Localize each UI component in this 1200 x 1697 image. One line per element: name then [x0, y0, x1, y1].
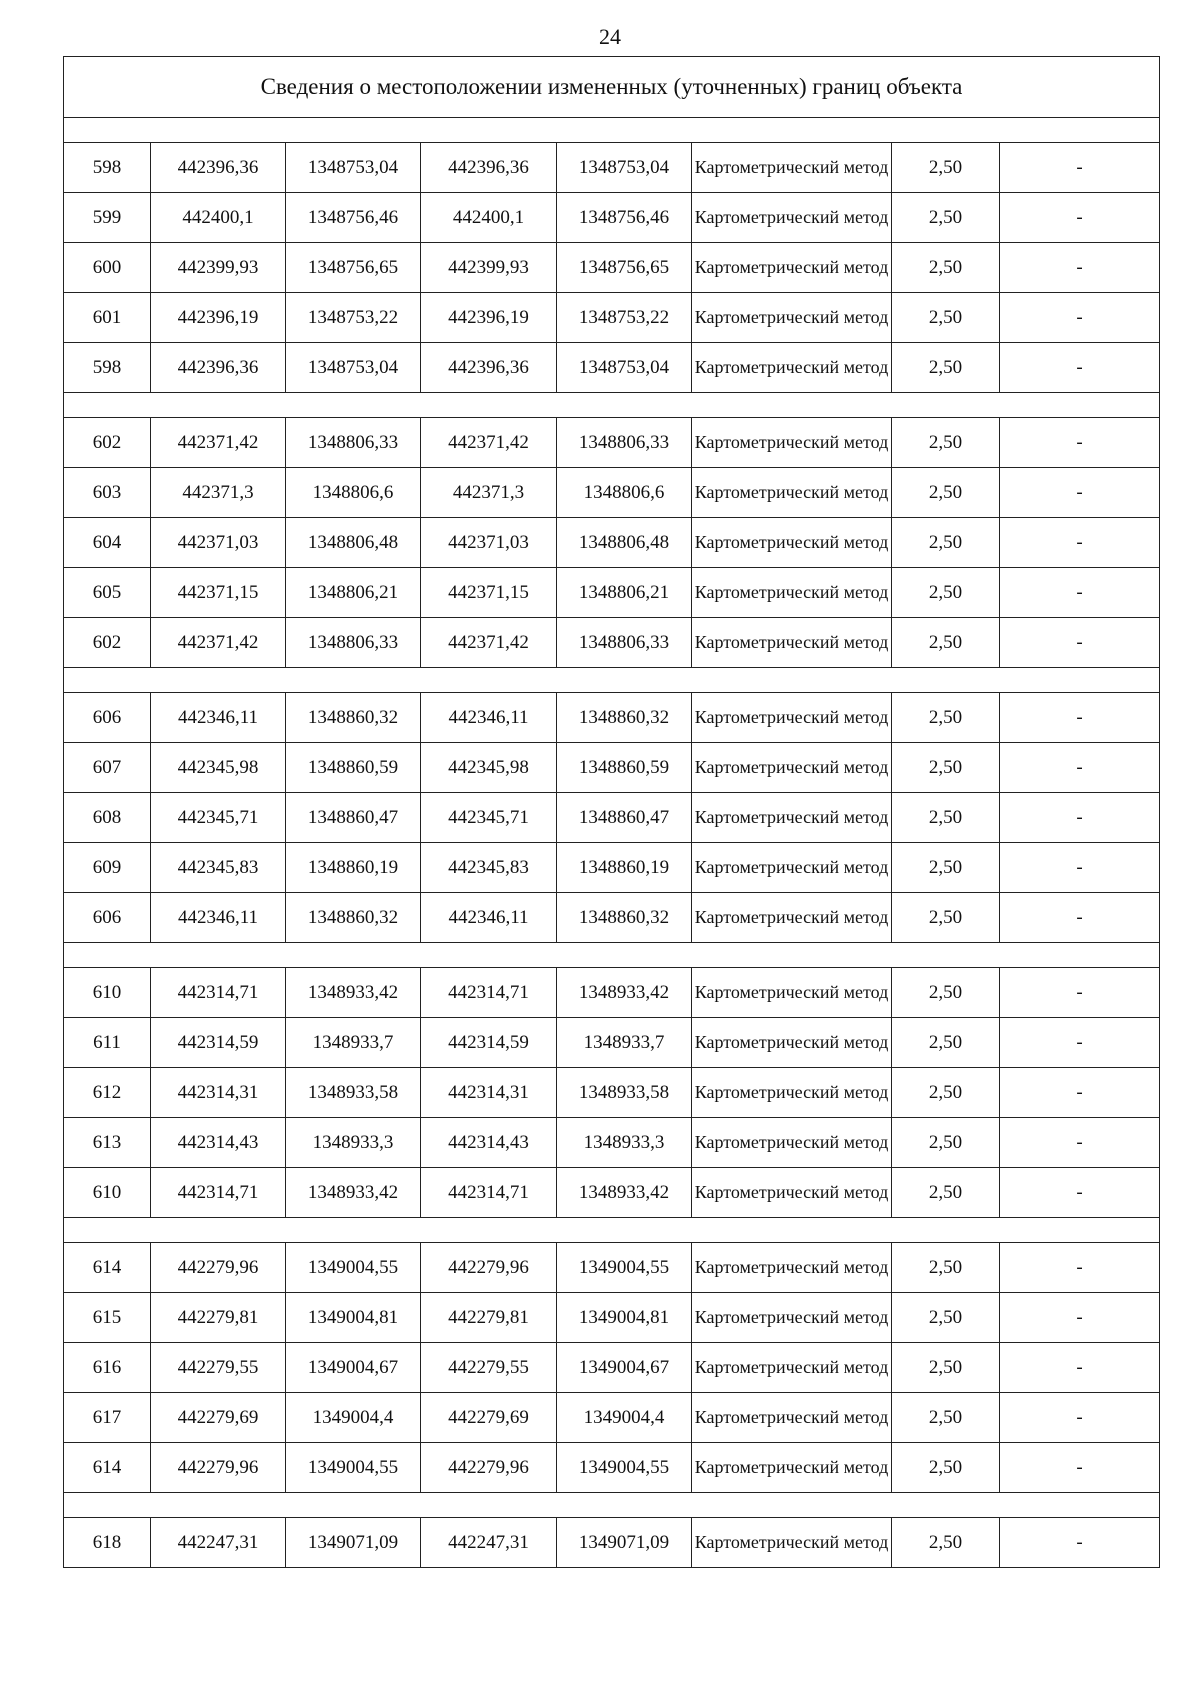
y-old-cell: 1349071,09	[286, 1518, 421, 1568]
y-new-cell: 1348933,42	[557, 1168, 692, 1218]
y-new-cell: 1349071,09	[557, 1518, 692, 1568]
method-cell: Картометрический метод	[692, 1118, 892, 1168]
y-old-cell: 1349004,67	[286, 1343, 421, 1393]
x-old-cell: 442279,81	[151, 1293, 286, 1343]
y-old-cell: 1348860,59	[286, 743, 421, 793]
accuracy-cell: 2,50	[892, 968, 1000, 1018]
x-new-cell: 442371,3	[421, 468, 557, 518]
point-number-cell: 616	[64, 1343, 151, 1393]
method-cell: Картометрический метод	[692, 893, 892, 943]
method-cell: Картометрический метод	[692, 568, 892, 618]
table-title: Сведения о местоположении измененных (уточненных) границ объекта	[64, 57, 1160, 118]
x-old-cell: 442400,1	[151, 193, 286, 243]
x-new-cell: 442279,96	[421, 1443, 557, 1493]
description-cell: -	[1000, 293, 1160, 343]
method-cell: Картометрический метод	[692, 1293, 892, 1343]
point-number-cell: 615	[64, 1293, 151, 1343]
accuracy-cell: 2,50	[892, 143, 1000, 193]
y-old-cell: 1349004,55	[286, 1243, 421, 1293]
x-old-cell: 442314,71	[151, 1168, 286, 1218]
description-cell: -	[1000, 568, 1160, 618]
x-old-cell: 442345,83	[151, 843, 286, 893]
method-cell: Картометрический метод	[692, 693, 892, 743]
y-new-cell: 1348860,32	[557, 893, 692, 943]
y-old-cell: 1348756,65	[286, 243, 421, 293]
x-old-cell: 442279,55	[151, 1343, 286, 1393]
y-new-cell: 1349004,4	[557, 1393, 692, 1443]
point-number-cell: 601	[64, 293, 151, 343]
point-number-cell: 602	[64, 618, 151, 668]
description-cell: -	[1000, 693, 1160, 743]
table-row	[64, 1068, 1160, 1118]
boundary-coordinates-table	[63, 56, 1160, 1568]
point-number-cell: 609	[64, 843, 151, 893]
y-new-cell: 1348756,46	[557, 193, 692, 243]
accuracy-cell: 2,50	[892, 1443, 1000, 1493]
y-new-cell: 1348806,33	[557, 618, 692, 668]
x-old-cell: 442371,03	[151, 518, 286, 568]
method-cell: Картометрический метод	[692, 418, 892, 468]
y-old-cell: 1348860,32	[286, 893, 421, 943]
accuracy-cell: 2,50	[892, 1343, 1000, 1393]
y-old-cell: 1348933,58	[286, 1068, 421, 1118]
y-old-cell: 1348806,33	[286, 418, 421, 468]
group-separator-cell	[64, 1218, 1160, 1243]
x-old-cell: 442345,71	[151, 793, 286, 843]
y-new-cell: 1348806,48	[557, 518, 692, 568]
description-cell: -	[1000, 1068, 1160, 1118]
x-old-cell: 442399,93	[151, 243, 286, 293]
table-row	[64, 1118, 1160, 1168]
description-cell: -	[1000, 893, 1160, 943]
description-cell: -	[1000, 1018, 1160, 1068]
x-old-cell: 442279,96	[151, 1243, 286, 1293]
description-cell: -	[1000, 1443, 1160, 1493]
accuracy-cell: 2,50	[892, 518, 1000, 568]
x-old-cell: 442314,31	[151, 1068, 286, 1118]
accuracy-cell: 2,50	[892, 693, 1000, 743]
accuracy-cell: 2,50	[892, 893, 1000, 943]
x-old-cell: 442396,36	[151, 343, 286, 393]
accuracy-cell: 2,50	[892, 618, 1000, 668]
description-cell: -	[1000, 1118, 1160, 1168]
y-old-cell: 1349004,81	[286, 1293, 421, 1343]
method-cell: Картометрический метод	[692, 143, 892, 193]
accuracy-cell: 2,50	[892, 418, 1000, 468]
y-new-cell: 1348756,65	[557, 243, 692, 293]
group-separator-row	[64, 393, 1160, 418]
y-old-cell: 1348933,42	[286, 1168, 421, 1218]
x-old-cell: 442371,42	[151, 618, 286, 668]
x-old-cell: 442314,43	[151, 1118, 286, 1168]
x-new-cell: 442346,11	[421, 893, 557, 943]
y-old-cell: 1348933,42	[286, 968, 421, 1018]
group-separator-row	[64, 1218, 1160, 1243]
y-old-cell: 1348753,04	[286, 343, 421, 393]
x-old-cell: 442345,98	[151, 743, 286, 793]
y-new-cell: 1348860,47	[557, 793, 692, 843]
y-new-cell: 1348806,33	[557, 418, 692, 468]
point-number-cell: 598	[64, 343, 151, 393]
y-new-cell: 1348933,7	[557, 1018, 692, 1068]
group-separator-cell	[64, 118, 1160, 143]
table-row	[64, 468, 1160, 518]
y-old-cell: 1348753,22	[286, 293, 421, 343]
x-old-cell: 442396,19	[151, 293, 286, 343]
x-new-cell: 442279,69	[421, 1393, 557, 1443]
y-new-cell: 1348933,42	[557, 968, 692, 1018]
group-separator-cell	[64, 668, 1160, 693]
y-old-cell: 1348806,6	[286, 468, 421, 518]
method-cell: Картометрический метод	[692, 243, 892, 293]
y-new-cell: 1349004,67	[557, 1343, 692, 1393]
y-new-cell: 1348753,04	[557, 143, 692, 193]
table-row	[64, 418, 1160, 468]
description-cell: -	[1000, 968, 1160, 1018]
accuracy-cell: 2,50	[892, 243, 1000, 293]
method-cell: Картометрический метод	[692, 743, 892, 793]
accuracy-cell: 2,50	[892, 1243, 1000, 1293]
x-new-cell: 442314,31	[421, 1068, 557, 1118]
accuracy-cell: 2,50	[892, 468, 1000, 518]
table-row	[64, 618, 1160, 668]
y-old-cell: 1348756,46	[286, 193, 421, 243]
point-number-cell: 611	[64, 1018, 151, 1068]
description-cell: -	[1000, 843, 1160, 893]
description-cell: -	[1000, 1393, 1160, 1443]
accuracy-cell: 2,50	[892, 1293, 1000, 1343]
x-new-cell: 442345,71	[421, 793, 557, 843]
table-row	[64, 343, 1160, 393]
x-new-cell: 442314,71	[421, 1168, 557, 1218]
group-separator-row	[64, 668, 1160, 693]
table-row	[64, 243, 1160, 293]
y-old-cell: 1348933,7	[286, 1018, 421, 1068]
table-row	[64, 743, 1160, 793]
table-row	[64, 568, 1160, 618]
point-number-cell: 603	[64, 468, 151, 518]
y-new-cell: 1348753,04	[557, 343, 692, 393]
y-old-cell: 1348806,33	[286, 618, 421, 668]
table-row	[64, 193, 1160, 243]
table-row	[64, 293, 1160, 343]
table-row	[64, 1518, 1160, 1568]
description-cell: -	[1000, 468, 1160, 518]
y-old-cell: 1349004,4	[286, 1393, 421, 1443]
description-cell: -	[1000, 743, 1160, 793]
x-new-cell: 442371,15	[421, 568, 557, 618]
method-cell: Картометрический метод	[692, 518, 892, 568]
x-old-cell: 442247,31	[151, 1518, 286, 1568]
method-cell: Картометрический метод	[692, 1168, 892, 1218]
accuracy-cell: 2,50	[892, 343, 1000, 393]
accuracy-cell: 2,50	[892, 1018, 1000, 1068]
table-row	[64, 893, 1160, 943]
accuracy-cell: 2,50	[892, 1518, 1000, 1568]
x-new-cell: 442399,93	[421, 243, 557, 293]
y-new-cell: 1348860,59	[557, 743, 692, 793]
x-new-cell: 442247,31	[421, 1518, 557, 1568]
y-old-cell: 1348806,48	[286, 518, 421, 568]
y-new-cell: 1349004,81	[557, 1293, 692, 1343]
accuracy-cell: 2,50	[892, 843, 1000, 893]
x-new-cell: 442396,36	[421, 343, 557, 393]
accuracy-cell: 2,50	[892, 293, 1000, 343]
method-cell: Картометрический метод	[692, 468, 892, 518]
group-separator-cell	[64, 943, 1160, 968]
description-cell: -	[1000, 418, 1160, 468]
y-old-cell: 1348860,32	[286, 693, 421, 743]
method-cell: Картометрический метод	[692, 843, 892, 893]
table-row	[64, 143, 1160, 193]
point-number-cell: 602	[64, 418, 151, 468]
y-old-cell: 1349004,55	[286, 1443, 421, 1493]
group-separator-row	[64, 1493, 1160, 1518]
point-number-cell: 608	[64, 793, 151, 843]
x-old-cell: 442396,36	[151, 143, 286, 193]
accuracy-cell: 2,50	[892, 1118, 1000, 1168]
y-old-cell: 1348860,19	[286, 843, 421, 893]
point-number-cell: 599	[64, 193, 151, 243]
y-new-cell: 1348860,32	[557, 693, 692, 743]
method-cell: Картометрический метод	[692, 1243, 892, 1293]
method-cell: Картометрический метод	[692, 293, 892, 343]
table-row	[64, 1293, 1160, 1343]
point-number-cell: 606	[64, 893, 151, 943]
y-new-cell: 1348806,21	[557, 568, 692, 618]
method-cell: Картометрический метод	[692, 618, 892, 668]
point-number-cell: 614	[64, 1243, 151, 1293]
method-cell: Картометрический метод	[692, 1343, 892, 1393]
table-row	[64, 693, 1160, 743]
x-old-cell: 442346,11	[151, 893, 286, 943]
x-new-cell: 442371,42	[421, 618, 557, 668]
y-old-cell: 1348860,47	[286, 793, 421, 843]
description-cell: -	[1000, 1243, 1160, 1293]
point-number-cell: 612	[64, 1068, 151, 1118]
description-cell: -	[1000, 243, 1160, 293]
y-new-cell: 1348860,19	[557, 843, 692, 893]
method-cell: Картометрический метод	[692, 793, 892, 843]
point-number-cell: 617	[64, 1393, 151, 1443]
group-separator-cell	[64, 1493, 1160, 1518]
point-number-cell: 598	[64, 143, 151, 193]
method-cell: Картометрический метод	[692, 343, 892, 393]
x-old-cell: 442371,42	[151, 418, 286, 468]
table-row	[64, 1343, 1160, 1393]
group-separator-row	[64, 118, 1160, 143]
description-cell: -	[1000, 343, 1160, 393]
point-number-cell: 614	[64, 1443, 151, 1493]
table-row	[64, 1393, 1160, 1443]
description-cell: -	[1000, 618, 1160, 668]
x-old-cell: 442371,15	[151, 568, 286, 618]
y-old-cell: 1348806,21	[286, 568, 421, 618]
x-old-cell: 442314,59	[151, 1018, 286, 1068]
table-row	[64, 843, 1160, 893]
group-separator-row	[64, 943, 1160, 968]
table-row	[64, 1443, 1160, 1493]
method-cell: Картометрический метод	[692, 1443, 892, 1493]
description-cell: -	[1000, 143, 1160, 193]
method-cell: Картометрический метод	[692, 1068, 892, 1118]
y-new-cell: 1348933,3	[557, 1118, 692, 1168]
y-new-cell: 1348933,58	[557, 1068, 692, 1118]
accuracy-cell: 2,50	[892, 1168, 1000, 1218]
x-new-cell: 442396,36	[421, 143, 557, 193]
accuracy-cell: 2,50	[892, 793, 1000, 843]
description-cell: -	[1000, 1518, 1160, 1568]
x-old-cell: 442371,3	[151, 468, 286, 518]
x-new-cell: 442346,11	[421, 693, 557, 743]
method-cell: Картометрический метод	[692, 1018, 892, 1068]
y-old-cell: 1348933,3	[286, 1118, 421, 1168]
x-new-cell: 442345,98	[421, 743, 557, 793]
method-cell: Картометрический метод	[692, 193, 892, 243]
accuracy-cell: 2,50	[892, 193, 1000, 243]
x-new-cell: 442371,42	[421, 418, 557, 468]
accuracy-cell: 2,50	[892, 1393, 1000, 1443]
table-row	[64, 1168, 1160, 1218]
y-old-cell: 1348753,04	[286, 143, 421, 193]
point-number-cell: 605	[64, 568, 151, 618]
point-number-cell: 607	[64, 743, 151, 793]
x-new-cell: 442279,96	[421, 1243, 557, 1293]
y-new-cell: 1349004,55	[557, 1443, 692, 1493]
x-old-cell: 442279,96	[151, 1443, 286, 1493]
y-new-cell: 1349004,55	[557, 1243, 692, 1293]
x-old-cell: 442279,69	[151, 1393, 286, 1443]
point-number-cell: 600	[64, 243, 151, 293]
table-row	[64, 1243, 1160, 1293]
point-number-cell: 604	[64, 518, 151, 568]
description-cell: -	[1000, 193, 1160, 243]
x-new-cell: 442279,81	[421, 1293, 557, 1343]
method-cell: Картометрический метод	[692, 1393, 892, 1443]
x-new-cell: 442314,71	[421, 968, 557, 1018]
x-new-cell: 442314,43	[421, 1118, 557, 1168]
description-cell: -	[1000, 1168, 1160, 1218]
point-number-cell: 606	[64, 693, 151, 743]
description-cell: -	[1000, 1343, 1160, 1393]
x-new-cell: 442345,83	[421, 843, 557, 893]
point-number-cell: 613	[64, 1118, 151, 1168]
table-row	[64, 518, 1160, 568]
x-new-cell: 442396,19	[421, 293, 557, 343]
point-number-cell: 610	[64, 1168, 151, 1218]
x-new-cell: 442400,1	[421, 193, 557, 243]
x-new-cell: 442279,55	[421, 1343, 557, 1393]
point-number-cell: 610	[64, 968, 151, 1018]
y-new-cell: 1348806,6	[557, 468, 692, 518]
group-separator-cell	[64, 393, 1160, 418]
accuracy-cell: 2,50	[892, 743, 1000, 793]
accuracy-cell: 2,50	[892, 1068, 1000, 1118]
point-number-cell: 618	[64, 1518, 151, 1568]
accuracy-cell: 2,50	[892, 568, 1000, 618]
description-cell: -	[1000, 518, 1160, 568]
method-cell: Картометрический метод	[692, 1518, 892, 1568]
table-row	[64, 1018, 1160, 1068]
description-cell: -	[1000, 1293, 1160, 1343]
x-old-cell: 442314,71	[151, 968, 286, 1018]
description-cell: -	[1000, 793, 1160, 843]
table-row	[64, 968, 1160, 1018]
x-old-cell: 442346,11	[151, 693, 286, 743]
x-new-cell: 442371,03	[421, 518, 557, 568]
table-row	[64, 793, 1160, 843]
y-new-cell: 1348753,22	[557, 293, 692, 343]
method-cell: Картометрический метод	[692, 968, 892, 1018]
x-new-cell: 442314,59	[421, 1018, 557, 1068]
page-number: 24	[599, 24, 621, 49]
